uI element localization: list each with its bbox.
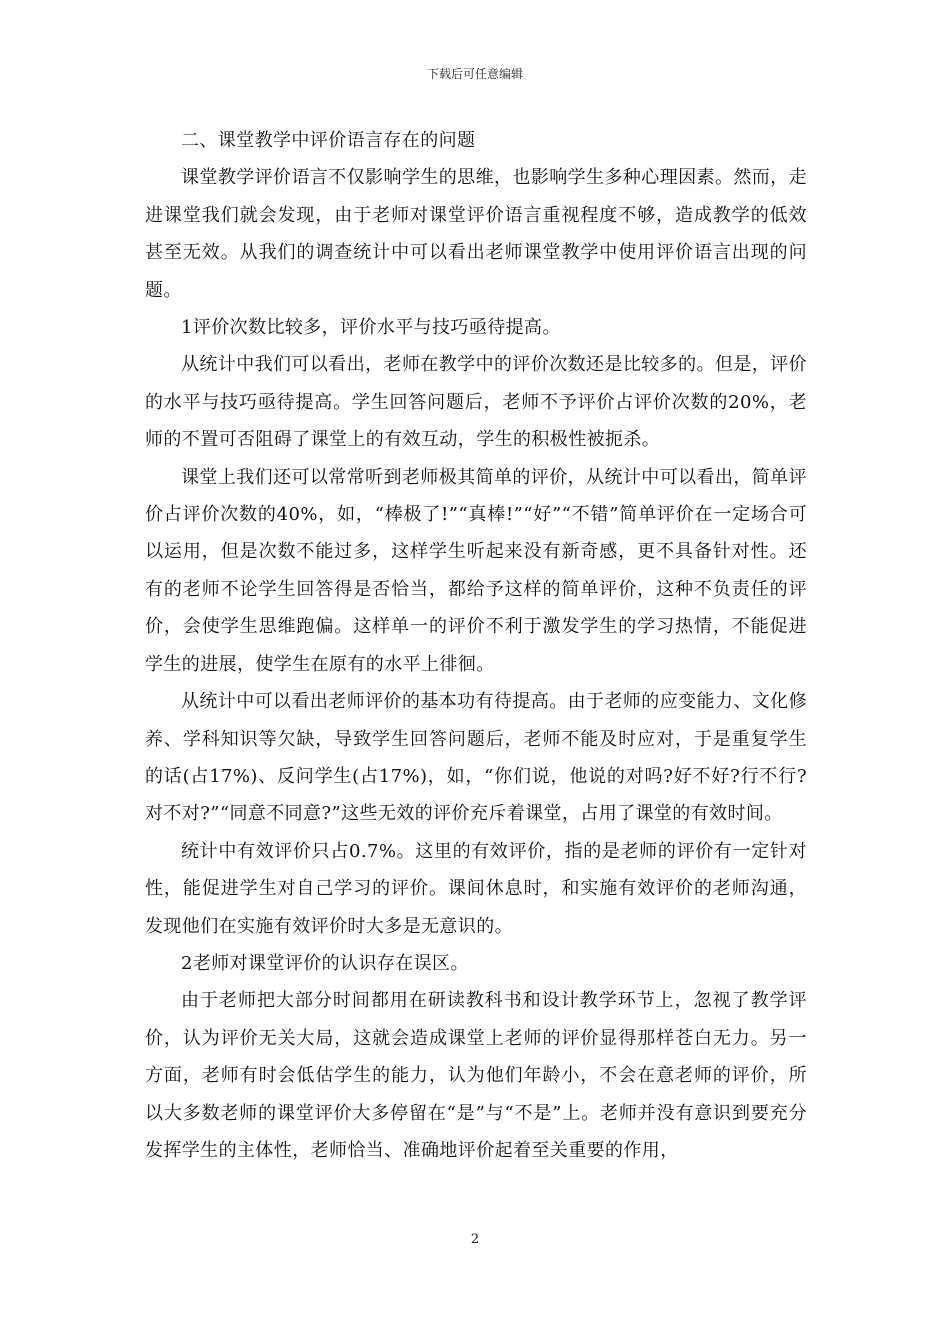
body-paragraph: 从统计中可以看出老师评价的基本功有待提高。由于老师的应变能力、文化修养、学科知识等欠缺，导致学生回答问题后，老师不能及时应对，于是重复学生的话(占17%)、反问学生(占17%)，如，“你们说，他说的对吗?好不好?行不行?对不对?”“同意不同意?”这些无效的评价充斥着课堂，占用了课堂的有效时间。 xyxy=(145,691,807,825)
body-paragraph: 课堂上我们还可以常常听到老师极其简单的评价，从统计中可以看出，简单评价占评价次数的40%，如，“棒极了!”“真棒!”“好”“不错”简单评价在一定场合可以运用，但是次数不能过多，这样学生听起来没有新奇感，更不具备针对性。还有的老师不论学生回答得是否恰当，都给予这样的简单评价，这种不负责任的评价，会使学生思维跑偏。这样单一的评价不利于激发学生的学习热情，不能促进学生的进展，使学生在原有的水平上徘徊。 xyxy=(145,466,807,675)
page-number: 2 xyxy=(470,1232,480,1247)
subsection-heading: 2老师对课堂评价的认识存在误区。 xyxy=(181,952,469,974)
page-header-note: 下载后可任意编辑 xyxy=(426,67,523,81)
document-body xyxy=(145,122,807,1169)
body-paragraph: 统计中有效评价只占0.7%。这里的有效评价，指的是老师的评价有一定针对性，能促进学生对自己学习的评价。课间休息时，和实施有效评价的老师沟通，发现他们在实施有效评价时大多是无意识的。 xyxy=(145,840,807,937)
body-paragraph: 课堂教学评价语言不仅影响学生的思维，也影响学生多种心理因素。然而，走进课堂我们就会发现，由于老师对课堂评价语言重视程度不够，造成教学的低效甚至无效。从我们的调查统计中可以看出老师课堂教学中使用评价语言出现的问题。 xyxy=(145,167,807,301)
body-paragraph: 从统计中我们可以看出，老师在教学中的评价次数还是比较多的。但是，评价的水平与技巧亟待提高。学生回答问题后，老师不予评价占评价次数的20%，老师的不置可否阻碍了课堂上的有效互动，学生的积极性被扼杀。 xyxy=(145,354,807,451)
subsection-heading: 1评价次数比较多，评价水平与技巧亟待提高。 xyxy=(181,317,561,339)
section-heading: 二、课堂教学中评价语言存在的问题 xyxy=(181,130,476,151)
body-paragraph: 由于老师把大部分时间都用在研读教科书和设计教学环节上，忽视了教学评价，认为评价无关大局，这就会造成课堂上老师的评价显得那样苍白无力。另一方面，老师有时会低估学生的能力，认为他们年龄小，不会在意老师的评价，所以大多数老师的课堂评价大多停留在“是”与“不是”上。老师并没有意识到要充分发挥学生的主体性，老师恰当、准确地评价起着至关重要的作用， xyxy=(145,990,807,1161)
